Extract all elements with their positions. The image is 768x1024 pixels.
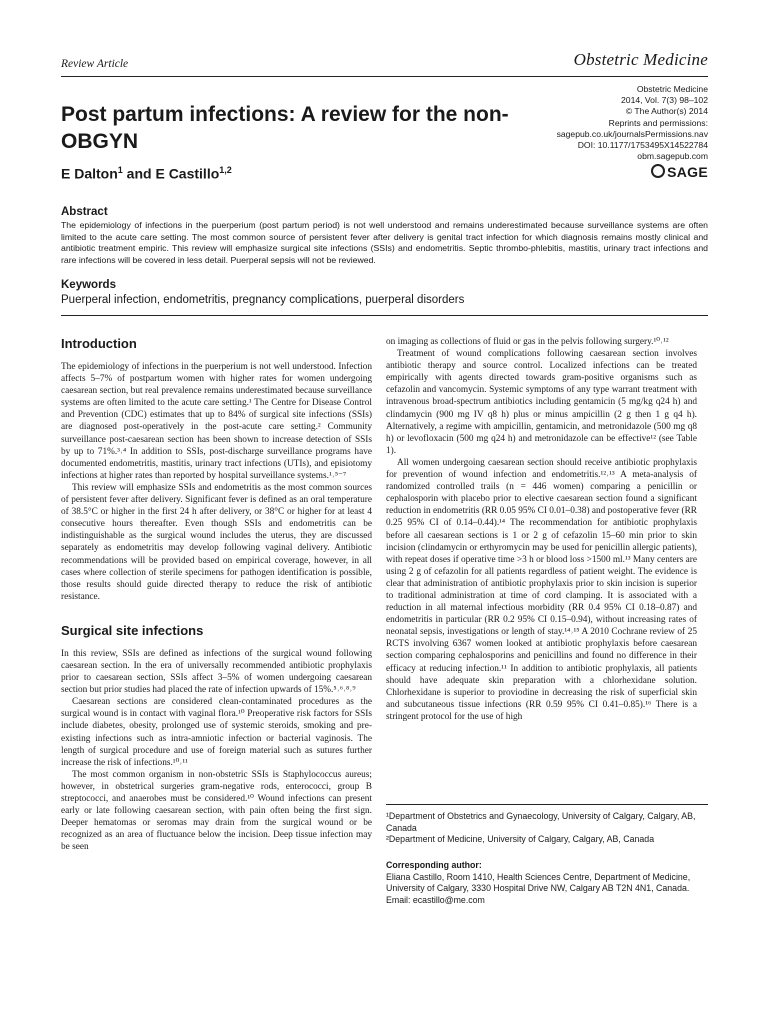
author-affil-mark: 1,2 [219,165,232,175]
body-paragraph: Treatment of wound complications following caesarean section involves antibiotic therapy and source control. Localized infections can be treated empirically with agents directed towards gram-positive organisms such as cefazolin and vancomycin. Systemic symptoms of any type warrant treatment with intravenous broad-spectrum antibiotics including gentamicin (5 mg/kg q24 h) and clindamycin (900 mg IV q8 h) plus or minus ampicillin (2 g then 1 g q4 h). Alternatively, a regime with ampicillin, gentamicin, and metronidazole (500 mg q8 h) or levofloxacin (500 mg q24 h) and metronidazole can be effective¹² (see Table 1). [386,349,697,456]
publisher-name: SAGE [667,164,708,180]
keywords-heading: Keywords [61,279,116,291]
article-type: Review Article [61,58,129,70]
section-heading-surgical-site-infections: Surgical site infections [61,622,204,638]
sage-ring-icon [651,164,665,178]
meta-copyright: © The Author(s) 2014 [625,106,708,117]
body-paragraph: The epidemiology of infections in the puerperium is not well understood. Infection affects 5–7% of postpartum women with higher rates for women undergoing caesarean section, but real prevalence remains underestimated because surveillance systems are often limited to the acute care setting.¹ The Centre for Disease Control and Prevention (CDC) estimates that up to 84% of surgical site infections (SSIs) are diagnosed post-operatively in the post-acute care setting.² Community surveillance post-caesarean section has been shown to increase detection of SSIs by up to 71%.³˒⁴ In addition to SSIs, post-discharge surveillance programs have documented endometritis, mastitis, urinary tract infections (UTIs), and episiotomy infections at higher rates than reported by hospital surveillance systems.¹˒⁵⁻⁷ [61,362,372,481]
author-separator: and [122,165,156,182]
corresponding-author [386,860,708,906]
body-paragraph: All women undergoing caesarean section should receive antibiotic prophylaxis for prevention of wound infection and endometritis.¹²˒¹³ A meta-analysis of randomized controlled trails (n = 446 women) comparing a penicillin or cephalosporin with placebo prior to elective caesarean section found a significant reduction in endometritis (RR 0.05 95% CI 0.01–0.38) and postoperative fever (RR 0.25 95% CI of 0.14–0.44).¹⁴ The recommendation for antibiotic prophylaxis before all caesarean sections is 1 or 2 g of cefazolin 15–60 min prior to skin incision (clindamycin or erthyromycin may be used for penicillin allergic patients), with repeat doses if operative time >3 h or blood loss >1500 ml.¹³ Many centers are using 2 g of cefazolin for all patients regardless of patient weight. The evidence is clear that administration of antibiotic prophylaxis prior to skin incision is superior to traditional administration at time of cord clamping. It is associated with a reduction in all maternal infectious morbidity (RR 0.4 95% CI 0.18–0.87) and endometritis in particular (RR 0.2 95% CI 0.15–0.94), without increasing rates of neonatal sepsis, investigations or length of stay.¹⁴˒¹⁵ A 2010 Cochrane review of 25 RCTS involving 6367 women looked at antibiotic prophylaxis before caesarean section comparing cephalosporins and penicillins and found no difference in their efficacy at reducing infection.¹¹ In addition to antibiotic prophylaxis, all patients should have adequate skin preparation with a chlorhexidane solution. Chlorhexidane is superior to proviodine in decreasing the risk of superficial skin and subcutaneous tissue infections (RR 0.59 95% CI 0.41–0.85).¹⁶ There is a stringent protocol for the use of high [386,457,697,722]
sage-logo [651,164,708,180]
author-affil-mark: 1 [117,165,123,175]
abstract-heading: Abstract [61,206,108,218]
publication-meta [508,84,708,162]
left-column [61,336,372,853]
body-paragraph: on imaging as collections of fluid or gas in the pelvis following surgery.¹⁰˒¹² [386,337,669,347]
footnote-divider [386,804,708,805]
article-title: Post partum infections: A review for the non-OBGYN [61,103,509,153]
corresponding-author-heading: Corresponding author: [386,860,482,870]
author-list [61,165,232,182]
section-heading-introduction: Introduction [61,336,137,351]
body-paragraph: In this review, SSIs are defined as infections of the surgical wound following caesarean section. In the era of universally recommended antibiotic prophylaxis prior to caesarean section, SSIs affect 3–5% of women undergoing caesarean section but prior studies had placed the rate of infection upwards of 15%.⁵˒⁶˒⁸˒⁹ [61,648,372,696]
body-paragraph: Caesarean sections are considered clean-contaminated procedures as the surgical wound is in contact with vaginal flora.¹⁰ Preoperative risk factors for SSIs include diabetes, obesity, prolonged use of systemic steroids, smoking and pre-existing infections such as intra-amniotic infection or bacterial vaginosis. The length of surgical procedure and use of foreign material such as sutures further increase the risk of infections.¹⁰˒¹¹ [61,697,372,768]
right-column [386,336,697,723]
body-paragraph: This review will emphasize SSIs and endometritis as the most common sources of persistent fever after delivery. Significant fever is defined as an oral temperature of 38.5°C or higher in the first 24 h after delivery, or 38°C or higher for at least 4 consecutive hours thereafter. Even though SSIs and endometritis can be indistinguishable as the surgical wound includes the uterus, they are discussed separately as endometritis may develop following vaginal delivery. Antibiotic recommendations will be provided based on empirical coverage, however, in all cases where collection of sterile specimens for pathogen identification is possible, those results should guide directed therapy to reduce the risk of antibiotic resistance. [61,482,372,602]
section-divider [61,315,708,316]
meta-reprints: Reprints and permissions: [608,117,708,128]
affiliations [386,811,708,846]
meta-reprints-link[interactable]: sagepub.co.uk/journalsPermissions.nav [556,128,708,139]
meta-journal: Obstetric Medicine [636,84,708,94]
body-paragraph: The most common organism in non-obstetric SSIs is Staphylococcus aureus; however, in obstetrical surgeries gram-negative rods, enterococci, group B streptococci, and anaerobes must be considered.¹⁰ Wound infections can present early or late following caesarean section, with pain often being the first sign. Deeper hematomas or seromas may drain from the surgical wound or be recognized as an area of fluctuance below the incision. Deep tissue infection may be seen [61,769,372,853]
header-divider [61,76,708,77]
corresponding-author-address: Eliana Castillo, Room 1410, Health Sciences Centre, Department of Medicine, University of Calgary, 3330 Hospital Drive NW, Calgary AB T2N 4N1, Canada. [386,871,691,894]
meta-volume: 2014, Vol. 7(3) 98–102 [621,95,708,106]
affiliation-1: ¹Department of Obstetrics and Gynaecology, University of Calgary, Calgary, AB, Canada [386,811,696,833]
abstract-text: The epidemiology of infections in the puerperium (post partum period) is not well understood and remains underestimated because surveillance systems are often limited to the acute care setting. The most common source of persistent fever after delivery is genital tract infection for which diagnosis remains mostly clinical and antibiotic treatment empiric. This review will emphasize surgical site infections (SSIs) and endometritis. Septic thrombo-phlebitis, mastitis, urinary tract infections and rare infections will be covered in less detail. Puerperal sepsis will not be reviewed. [61,220,708,266]
journal-logo: Obstetric Medicine [573,50,708,69]
meta-site-link[interactable]: obm.sagepub.com [637,151,708,162]
keywords-text: Puerperal infection, endometritis, pregnancy complications, puerperal disorders [61,294,465,306]
affiliation-2: ²Department of Medicine, University of Calgary, Calgary, AB, Canada [386,834,655,845]
author-name: E Castillo [155,165,220,182]
author-name: E Dalton [61,165,118,182]
meta-doi[interactable]: DOI: 10.1177/1753495X14522784 [577,140,708,151]
corresponding-author-email[interactable]: Email: ecastillo@me.com [386,894,485,905]
